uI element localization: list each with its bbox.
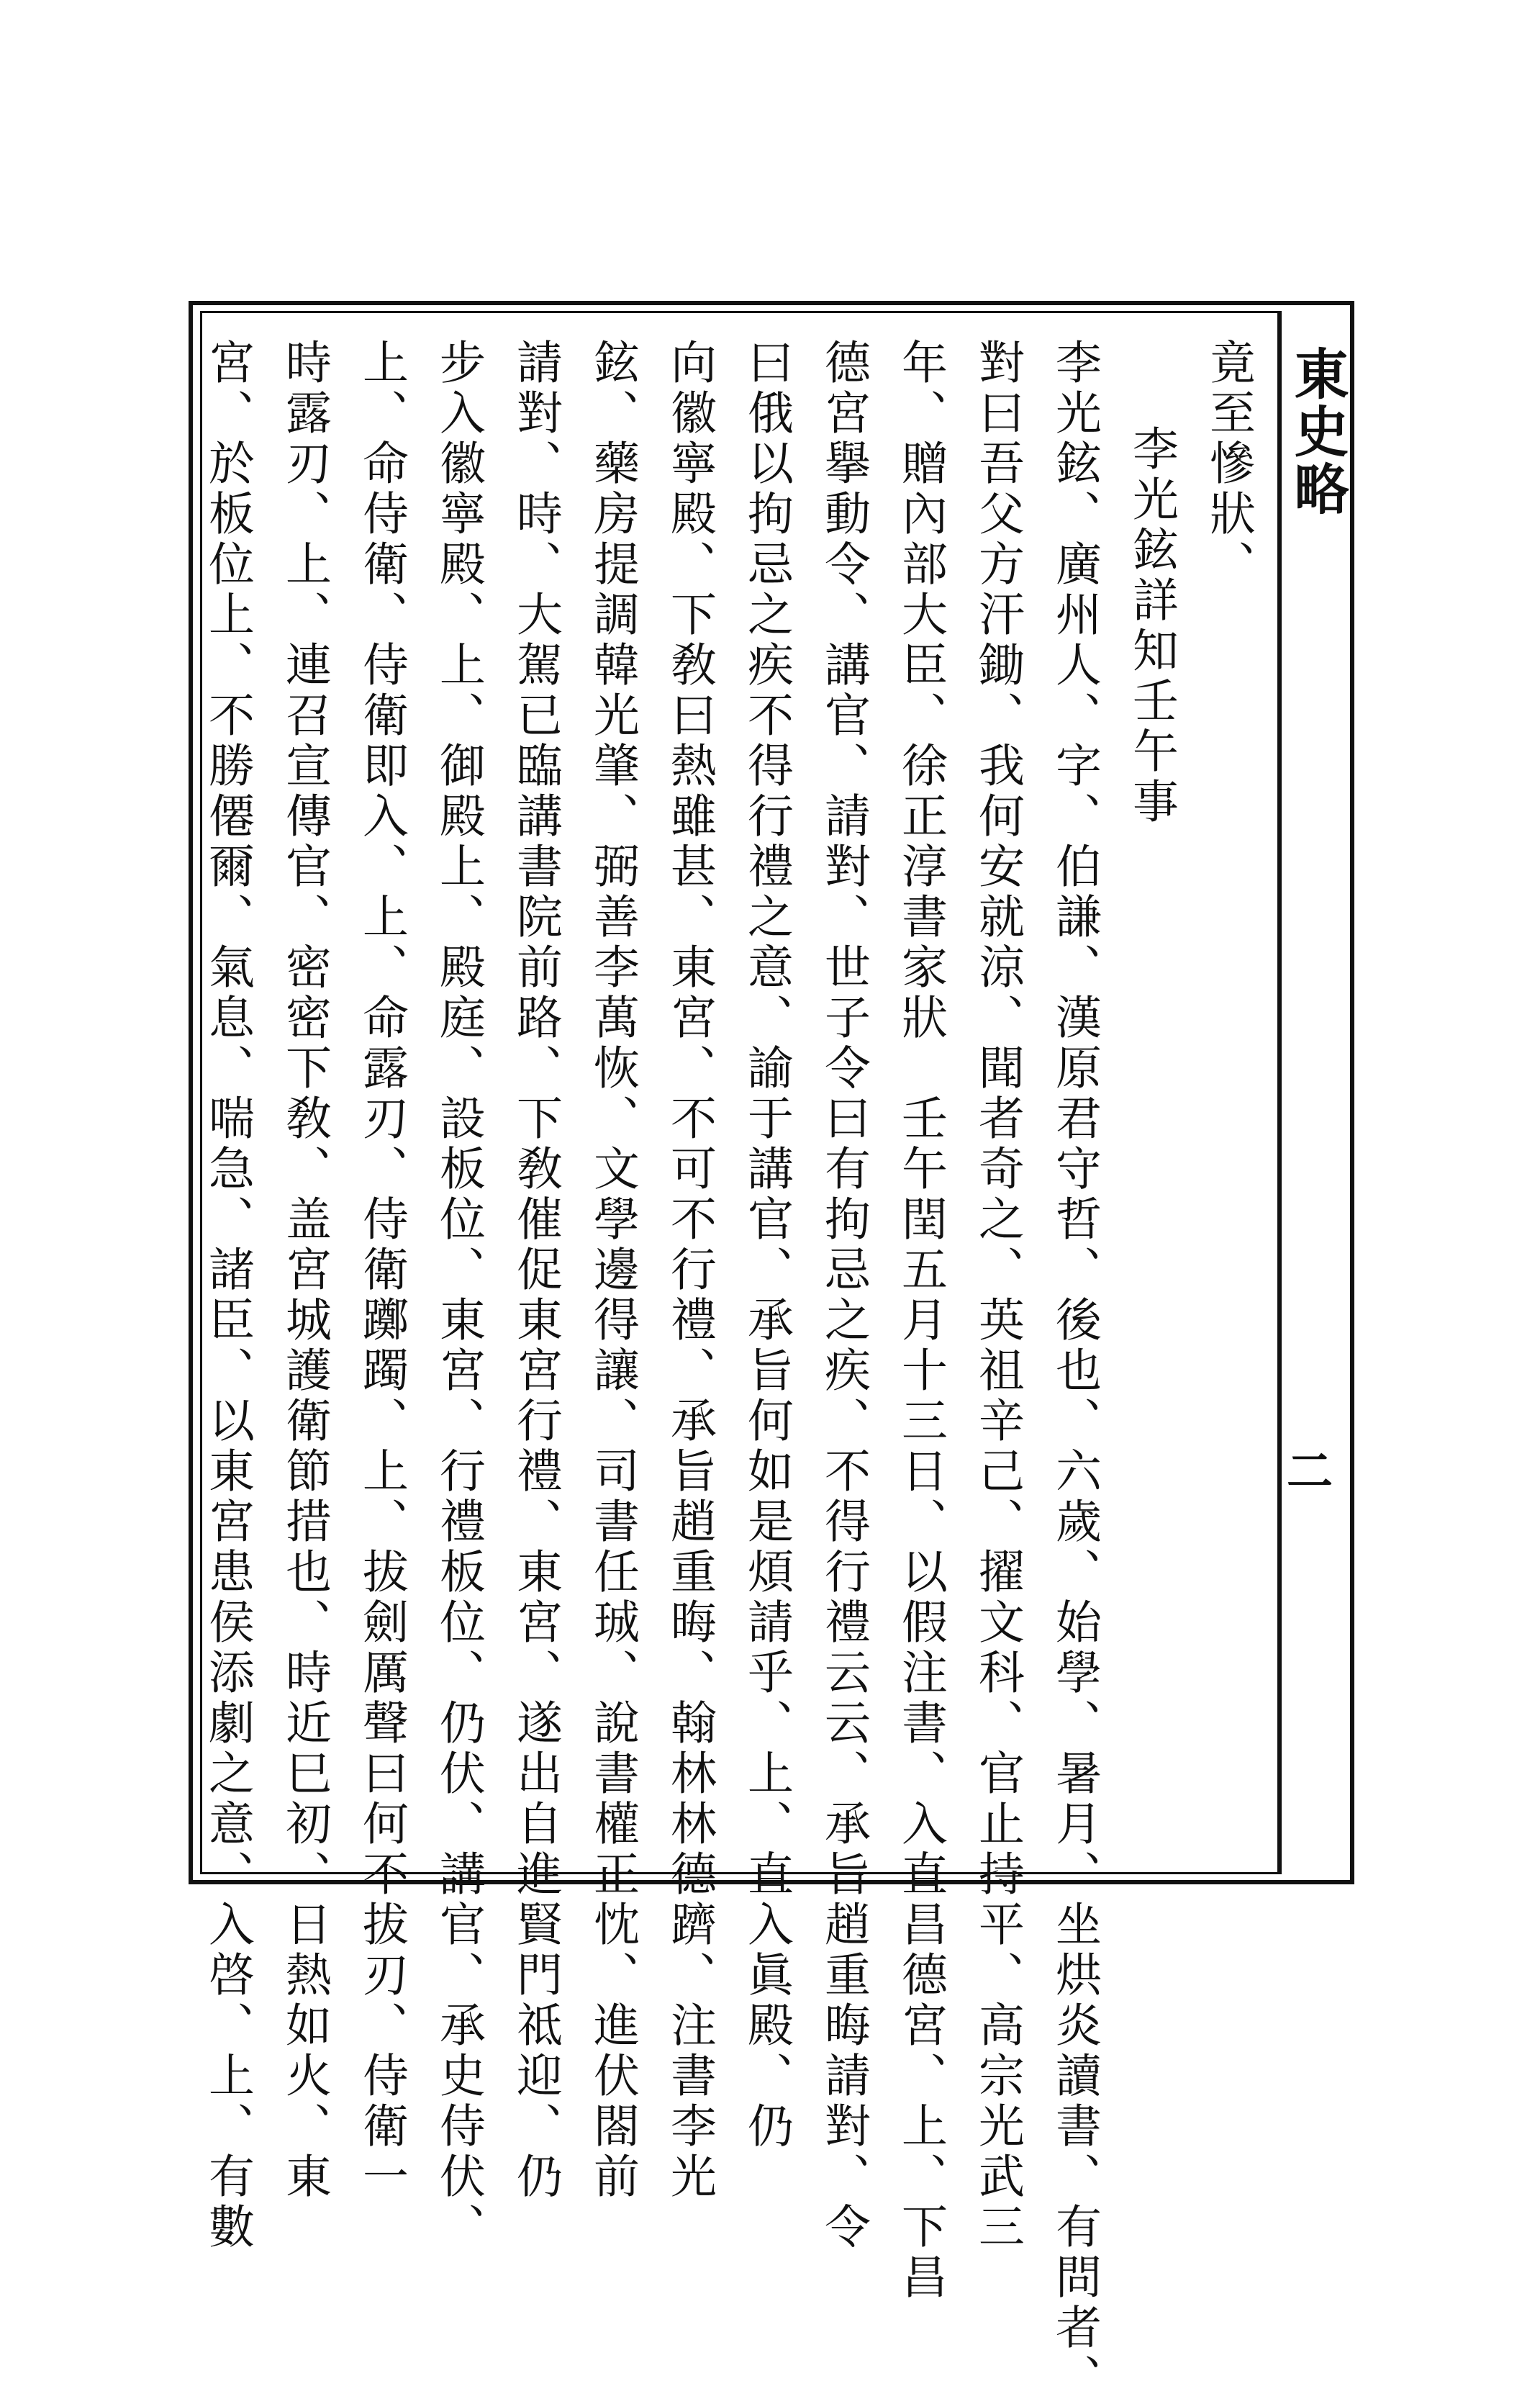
text-column: 德宮擧動令、講官、請對、世子令曰有拘忌之疾、不得行禮云云、承旨趙重晦請對、令 <box>817 338 870 2253</box>
text-column: 步入徽寧殿、上、御殿上、殿庭、設板位、東宮、行禮板位、仍伏、講官、承史侍伏、 <box>432 338 485 2253</box>
vertical-text-body <box>201 338 1267 2404</box>
text-column: 請對、時、大駕已臨講書院前路、下敎催促東宮行禮、東宮、遂出自進賢門祗迎、仍 <box>509 338 562 2202</box>
text-column: 上、命侍衛、侍衛即入、上、命露刃、侍衛躑躅、上、拔劍厲聲曰何不拔刃、侍衛一 <box>355 338 408 2202</box>
text-column: 竟至慘狀、 <box>1202 338 1255 590</box>
center-margin-strip <box>1279 311 1350 1874</box>
margin-book-title: 東史略 <box>1285 345 1349 518</box>
text-column: 曰俄以拘忌之疾不得行禮之意、諭于講官、承旨何如是煩請乎、上、直入眞殿、仍 <box>740 338 793 2152</box>
section-heading: 李光鉉詳知壬午事 <box>1125 425 1178 828</box>
text-column: 鉉、藥房提調韓光肇、弼善李萬恢、文學邊得讓、司書任珹、說書權正忱、進伏閤前 <box>586 338 639 2202</box>
text-column: 年、贈內部大臣、徐正淳書家狀 壬午閏五月十三日、以假注書、入直昌德宮、上、下昌 <box>894 338 947 2303</box>
text-column: 向徽寧殿、下敎曰熱雖甚、東宮、不可不行禮、承旨趙重晦、翰林林德躋、注書李光 <box>663 338 716 2202</box>
text-column: 李光鉉、廣州人、字、伯謙、漢原君守哲、後也、六歲、始學、暑月、坐烘炎讀書、有問者、 <box>1048 338 1101 2404</box>
text-column: 對曰吾父方汗鋤、我何安就涼、聞者奇之、英祖辛己、擢文科、官止持平、高宗光武三 <box>971 338 1024 2253</box>
text-column: 宮、於板位上、不勝僊爾、氣息、喘急、諸臣、以東宮患侯添劇之意、入啓、上、有數 <box>201 338 254 2253</box>
text-column: 時露刃、上、連召宣傳官、密密下敎、盖宮城護衛節措也、時近巳初、日熱如火、東 <box>278 338 331 2202</box>
margin-page-number: 二 <box>1279 1447 1333 1493</box>
